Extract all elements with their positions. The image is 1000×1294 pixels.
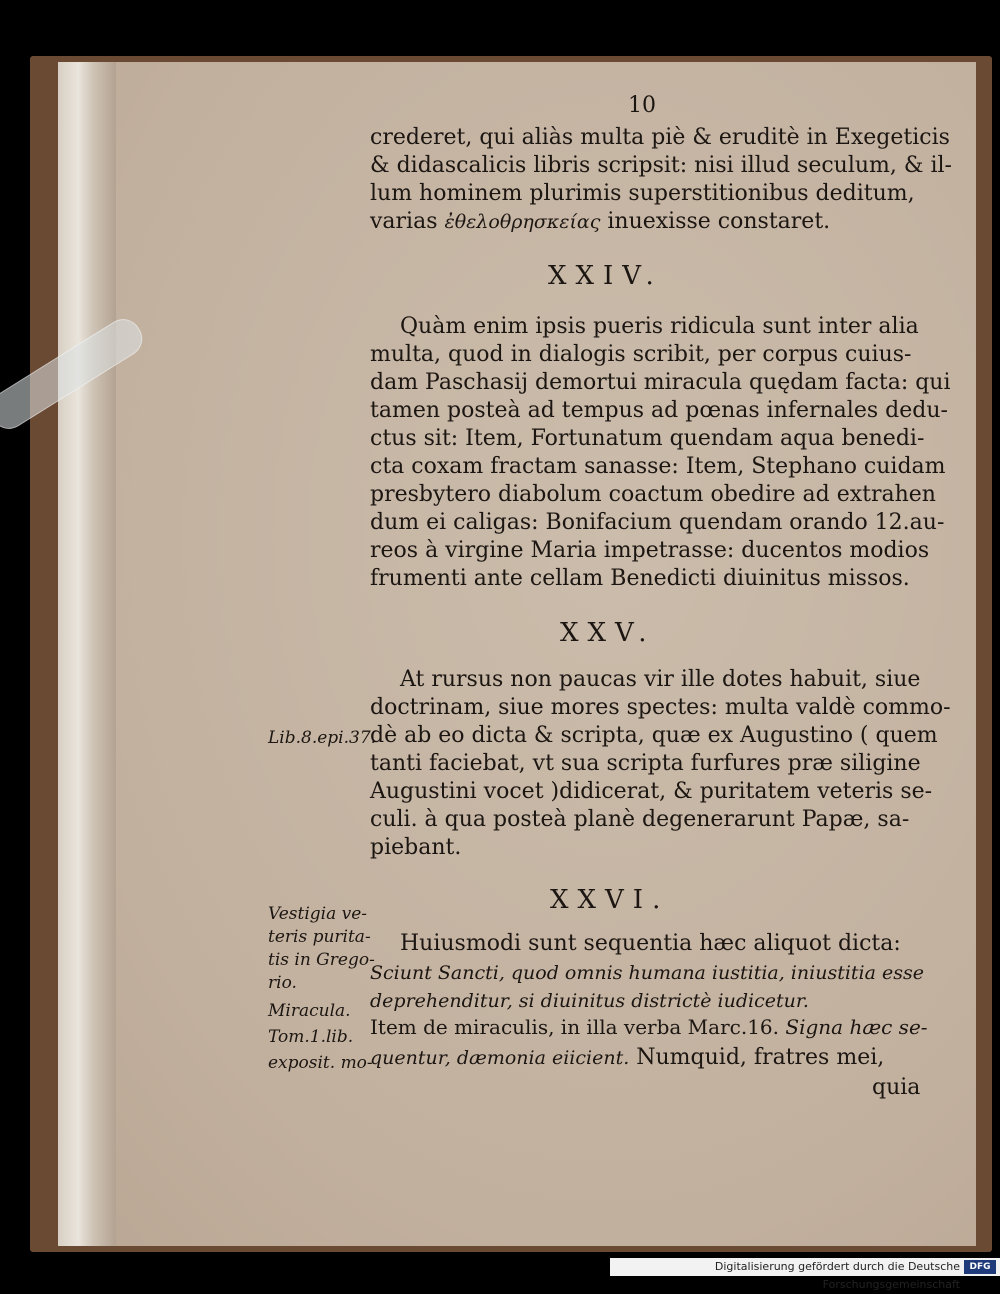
page-number: 10 <box>628 93 656 118</box>
para1-line-3: lum hominem plurimis superstitionibus deditum, <box>370 181 915 206</box>
para1-line-2: & didascalicis libris scripsit: nisi illud seculum, & il- <box>370 153 952 178</box>
margin-note-line-6: Tom.1.lib. <box>268 1027 354 1047</box>
section-heading-xxvi: XXVI. <box>550 885 670 915</box>
para3-line-2: doctrinam, siue mores spectes: multa valdè commo- <box>370 695 951 720</box>
para4-line-4-italic: Signa hæc se- <box>785 1015 928 1039</box>
footer-credit-text: Digitalisierung gefördert durch die Deutsche Forschungsgemeinschaft <box>714 1260 960 1291</box>
para4-line-5-rest: Numquid, fratres mei, <box>636 1045 885 1070</box>
para1-last-end: inuexisse constaret. <box>607 209 831 234</box>
para2-line-4: tamen posteà ad tempus ad pœnas infernales dedu- <box>370 398 948 423</box>
para2-line-6: cta coxam fractam sanasse: Item, Stephano cuidam <box>370 454 946 479</box>
para2-line-5: ctus sit: Item, Fortunatum quendam aqua benedi- <box>370 426 925 451</box>
greek-word: ἐθελοθρησκείας <box>444 211 601 233</box>
para4-line-3: deprehenditur, si diuinitus districtè iudicetur. <box>370 990 809 1012</box>
dfg-logo: DFG <box>964 1260 996 1274</box>
page-gutter <box>58 62 116 1246</box>
para4-line-4 <box>370 1014 928 1041</box>
para1-line-4 <box>370 208 830 236</box>
para4-line-1: Huiusmodi sunt sequentia hæc aliquot dicta: <box>400 931 901 956</box>
para4-line-2: Sciunt Sancti, quod omnis humana iustitia, iniustitia esse <box>370 962 924 984</box>
para2-line-9: reos à virgine Maria impetrasse: ducentos modios <box>370 538 930 563</box>
para2-line-3: dam Paschasij demortui miracula quędam facta: qui <box>370 370 951 395</box>
para3-line-6: culi. à qua posteà planè degenerarunt Papæ, sa- <box>370 807 910 832</box>
para1-last-start: varias <box>370 209 438 234</box>
section-heading-xxv: XXV. <box>560 618 656 648</box>
para3-line-5: Augustini vocet )didicerat, & puritatem veteris se- <box>370 779 933 804</box>
para3-line-3: dè ab eo dicta & scripta, quæ ex Augustino ( quem <box>370 723 938 748</box>
para4-line-5-italic: quentur, dæmonia eiicient. <box>370 1047 630 1069</box>
para2-line-2: multa, quod in dialogis scribit, per corpus cuius- <box>370 342 912 367</box>
para2-line-1: Quàm enim ipsis pueris ridicula sunt inter alia <box>400 314 919 339</box>
para1-line-1: crederet, qui aliàs multa piè & eruditè in Exegeticis <box>370 125 950 150</box>
margin-note-line-2: teris purita- <box>268 927 371 947</box>
footer-credit-bar <box>610 1258 1000 1291</box>
para2-line-7: presbytero diabolum coactum obedire ad extrahen <box>370 482 936 507</box>
margin-note-line-3: tis in Grego- <box>268 950 375 970</box>
para3-line-4: tanti faciebat, vt sua scripta furfures præ siligine <box>370 751 921 776</box>
margin-note-line-4: rio. <box>268 973 297 993</box>
para3-line-7: piebant. <box>370 835 462 860</box>
margin-note-line-5: Miracula. <box>268 1001 351 1021</box>
catchword: quia <box>872 1075 921 1100</box>
para2-line-10: frumenti ante cellam Benedicti diuinitus missos. <box>370 566 910 591</box>
margin-note-line-7: exposit. mo- <box>268 1053 373 1073</box>
margin-note-line-1: Vestigia ve- <box>268 904 368 924</box>
para2-line-8: dum ei caligas: Bonifacium quendam orando 12.au- <box>370 510 945 535</box>
para4-line-5 <box>370 1044 884 1072</box>
para3-line-1: At rursus non paucas vir ille dotes habuit, siue <box>400 667 921 692</box>
section-heading-xxiv: XXIV. <box>548 261 663 291</box>
margin-note-lib8: Lib.8.epi.37. <box>268 728 377 748</box>
para4-line-4-start: Item de miraculis, in illa verba Marc.16. <box>370 1015 780 1039</box>
